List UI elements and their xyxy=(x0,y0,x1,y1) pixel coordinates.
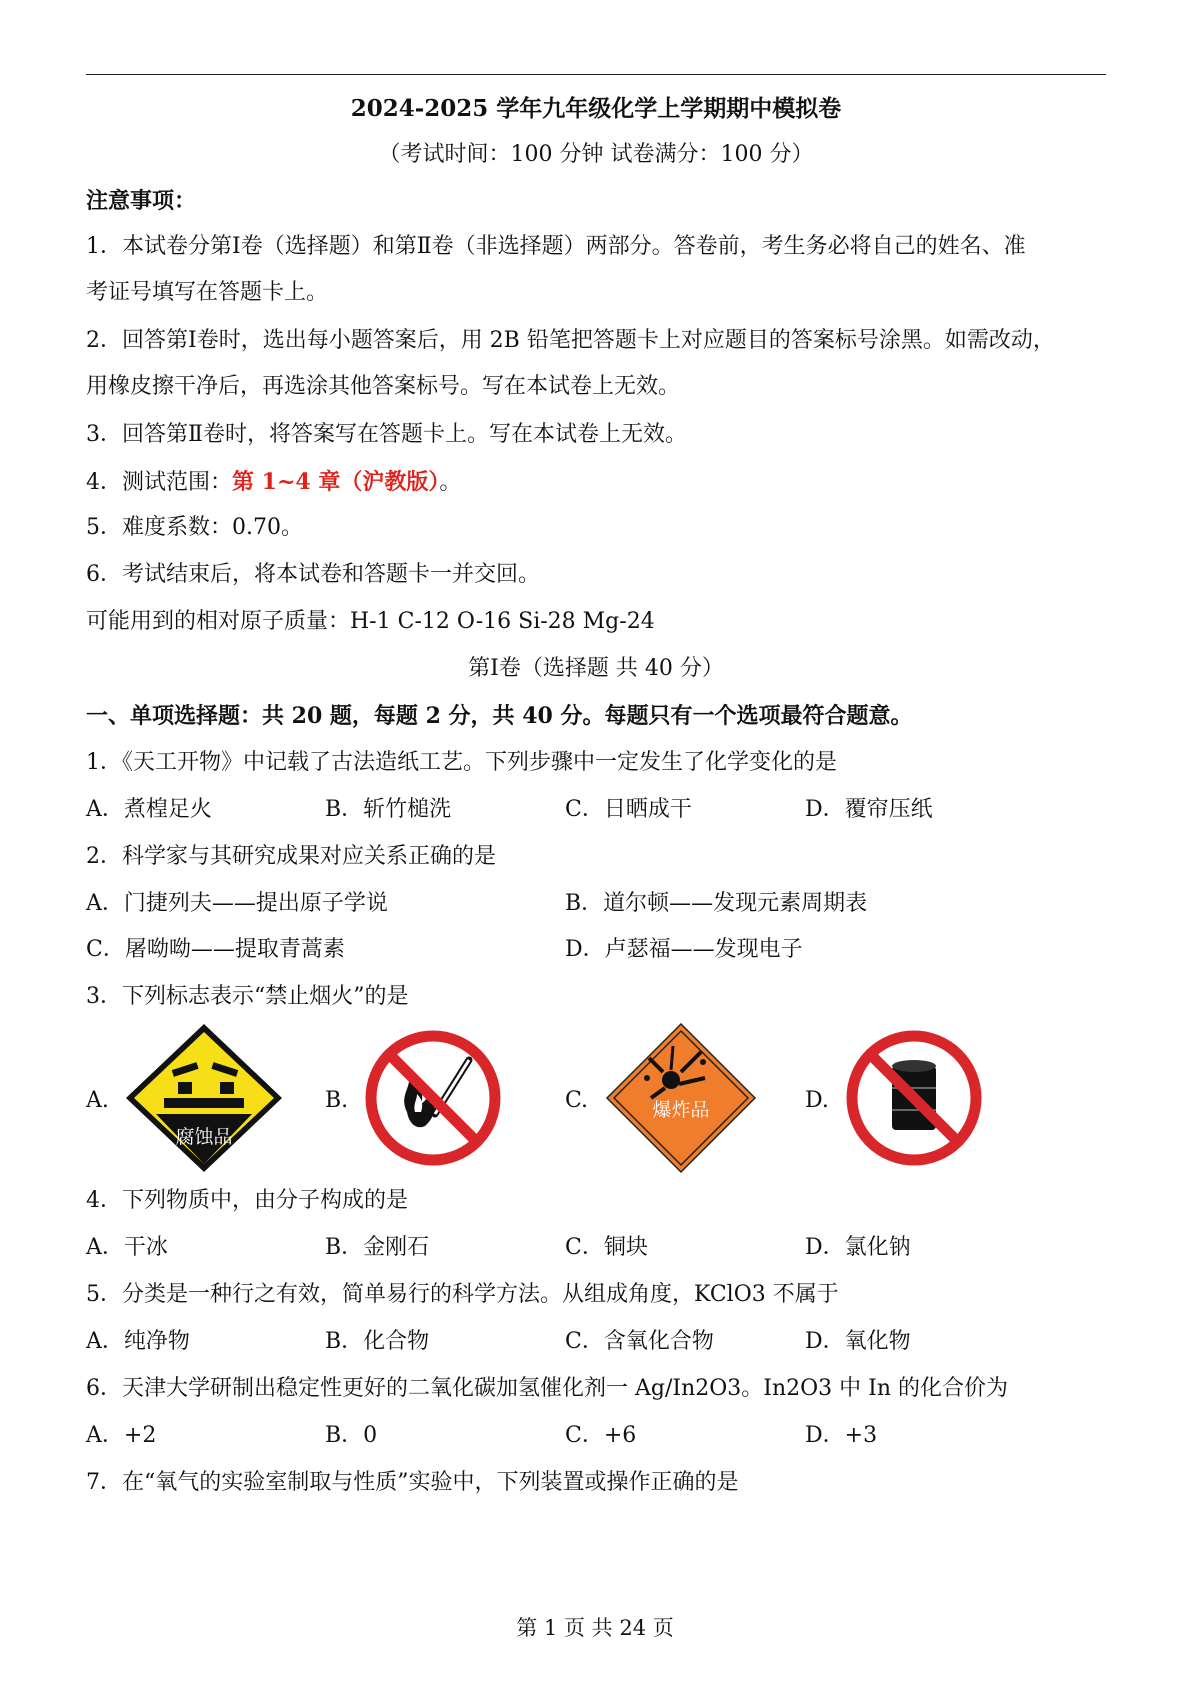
question-1-stem: 1．《天工开物》中记载了古法造纸工艺。下列步骤中一定发生了化学变化的是 xyxy=(86,750,837,775)
question-6-option-b: B．0 xyxy=(325,1423,378,1448)
question-6-option-c: C．+6 xyxy=(565,1423,637,1448)
question-4-stem: 4．下列物质中，由分子构成的是 xyxy=(86,1188,408,1213)
corrosive-sign-text: 腐蚀品 xyxy=(175,1126,233,1148)
question-1-option-b: B．斩竹槌洗 xyxy=(325,797,452,822)
explosive-sign-icon xyxy=(605,1022,757,1174)
question-7-stem: 7．在“氧气的实验室制取与性质”实验中，下列装置或操作正确的是 xyxy=(86,1470,739,1495)
question-3-option-a-label: A. xyxy=(86,1088,109,1113)
exam-title: 2024-2025 学年九年级化学上学期期中模拟卷 xyxy=(350,95,842,122)
header-rule xyxy=(86,74,1106,75)
question-5-option-d: D．氧化物 xyxy=(805,1329,911,1354)
question-4-option-c: C．铜块 xyxy=(565,1235,648,1260)
notice-item-6: 6．考试结束后，将本试卷和答题卡一并交回。 xyxy=(86,562,540,587)
question-1-option-d: D．覆帘压纸 xyxy=(805,797,933,822)
notice-item-4 xyxy=(86,467,1106,498)
no-fire-sign-icon xyxy=(365,1030,501,1166)
question-2-option-c: C．屠呦呦——提取青蒿素 xyxy=(86,937,345,962)
question-4-option-b: B．金刚石 xyxy=(325,1235,430,1260)
question-3-option-c-label: C. xyxy=(565,1088,589,1113)
question-6-stem: 6．天津大学研制出稳定性更好的二氧化碳加氢催化剂一 Ag/In2O3。In2O3 中 In 的化合价为 xyxy=(86,1376,1008,1401)
question-5-stem: 5．分类是一种行之有效，简单易行的科学方法。从组成角度，KClO3 不属于 xyxy=(86,1282,839,1307)
notice-item-1-line-1: 1．本试卷分第Ⅰ卷（选择题）和第Ⅱ卷（非选择题）两部分。答卷前，考生务必将自己的姓名、准 xyxy=(86,234,1026,259)
atomic-masses: 可能用到的相对原子质量：H-1 C-12 O-16 Si-28 Mg-24 xyxy=(86,609,655,634)
question-6-option-a: A．+2 xyxy=(86,1423,157,1448)
notice-item-5: 5．难度系数：0.70。 xyxy=(86,515,303,540)
no-oil-barrel-sign-icon xyxy=(846,1030,982,1166)
volume-title: 第Ⅰ卷（选择题 共 40 分） xyxy=(468,656,724,681)
notice-item-4-suffix: 。 xyxy=(439,470,462,495)
question-1-option-a: A．煮楻足火 xyxy=(86,797,212,822)
notice-item-3: 3．回答第Ⅱ卷时，将答案写在答题卡上。写在本试卷上无效。 xyxy=(86,422,687,447)
explosive-sign-text: 爆炸品 xyxy=(652,1099,710,1121)
question-5-option-b: B．化合物 xyxy=(325,1329,430,1354)
question-1-option-c: C．日晒成干 xyxy=(565,797,692,822)
page-footer: 第 1 页 共 24 页 xyxy=(516,1616,674,1640)
question-4-option-a: A．干冰 xyxy=(86,1235,168,1260)
question-2-option-b: B．道尔顿——发现元素周期表 xyxy=(565,891,868,916)
exam-subtitle: （考试时间：100 分钟 试卷满分：100 分） xyxy=(378,142,814,167)
notice-heading: 注意事项： xyxy=(86,188,197,214)
part-title: 一、单项选择题：共 20 题，每题 2 分，共 40 分。每题只有一个选项最符合题意。 xyxy=(86,703,913,729)
question-5-option-a: A．纯净物 xyxy=(86,1329,190,1354)
notice-item-2-line-2: 用橡皮擦干净后，再选涂其他答案标号。写在本试卷上无效。 xyxy=(86,374,681,399)
corrosive-sign-icon xyxy=(124,1022,284,1174)
question-4-option-d: D．氯化钠 xyxy=(805,1235,911,1260)
question-3-stem: 3．下列标志表示“禁止烟火”的是 xyxy=(86,984,409,1009)
notice-item-2-line-1: 2．回答第Ⅰ卷时，选出每小题答案后，用 2B 铅笔把答题卡上对应题目的答案标号涂黑。如需改动， xyxy=(86,328,1055,353)
notice-item-4-prefix: 4．测试范围： xyxy=(86,470,232,495)
question-6-option-d: D．+3 xyxy=(805,1423,878,1448)
question-5-option-c: C．含氧化合物 xyxy=(565,1329,714,1354)
test-scope-highlight: 第 1~4 章（沪教版） xyxy=(232,469,440,495)
question-2-stem: 2．科学家与其研究成果对应关系正确的是 xyxy=(86,844,496,869)
question-2-option-d: D．卢瑟福——发现电子 xyxy=(565,937,803,962)
question-3-option-d-label: D. xyxy=(805,1088,829,1113)
question-3-option-b-label: B. xyxy=(325,1088,349,1113)
question-2-option-a: A．门捷列夫——提出原子学说 xyxy=(86,891,388,916)
notice-item-1-line-2: 考证号填写在答题卡上。 xyxy=(86,280,329,305)
